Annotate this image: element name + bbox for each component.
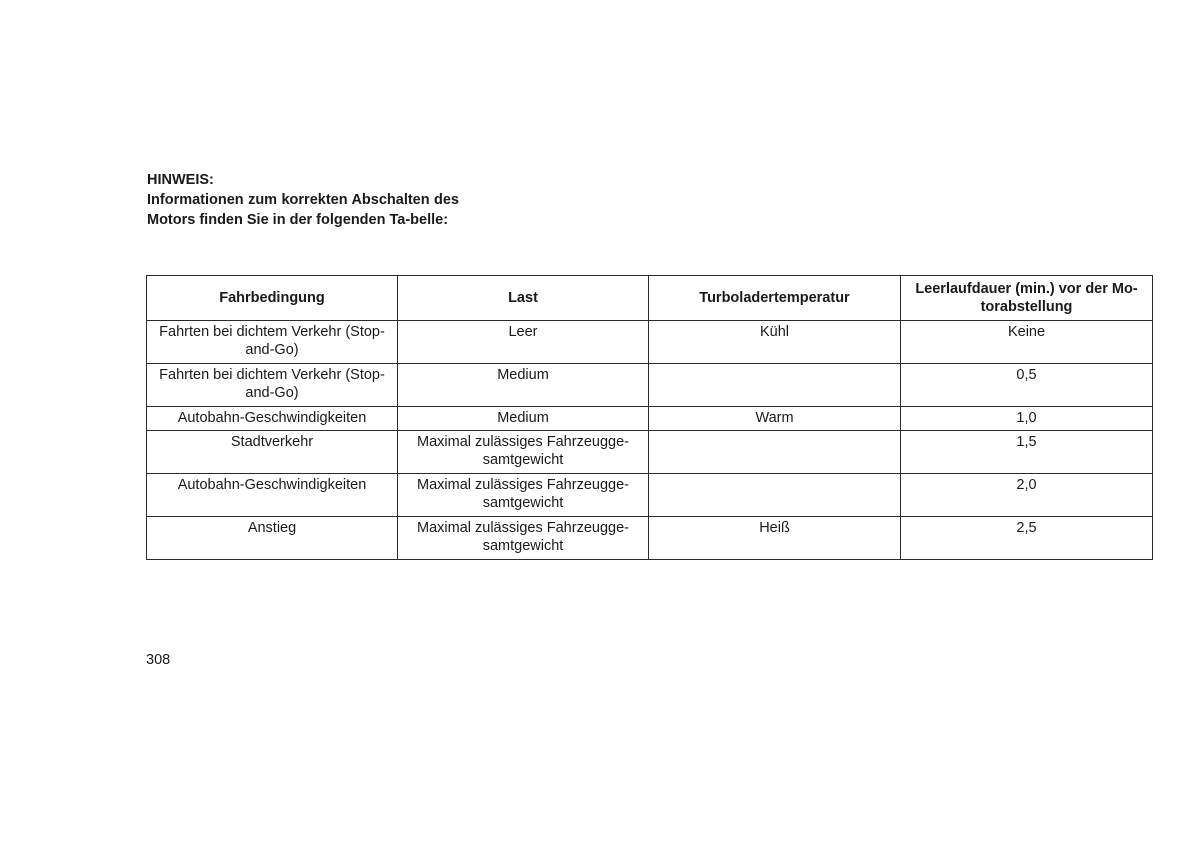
header-turbo-temperature: Turboladertemperatur: [649, 276, 901, 321]
cell-load: Maximal zulässiges Fahrzeugge-samtgewicht: [398, 517, 649, 560]
cell-driving-condition: Autobahn-Geschwindigkeiten: [147, 407, 398, 431]
table-row: [147, 517, 1153, 560]
cell-driving-condition: Autobahn-Geschwindigkeiten: [147, 474, 398, 517]
cell-idle-duration: 2,5: [901, 517, 1153, 560]
cell-idle-duration: 1,0: [901, 407, 1153, 431]
note-block: [147, 170, 459, 230]
cell-turbo-temperature: [649, 474, 901, 517]
cell-idle-duration: Keine: [901, 321, 1153, 364]
engine-shutdown-table: [146, 275, 1153, 560]
header-driving-condition: Fahrbedingung: [147, 276, 398, 321]
cell-turbo-temperature: Heiß: [649, 517, 901, 560]
note-body: Informationen zum korrekten Abschalten des Motors finden Sie in der folgenden Ta-belle:: [147, 192, 459, 228]
table-row: [147, 407, 1153, 431]
cell-driving-condition: Anstieg: [147, 517, 398, 560]
table-header-row: [147, 276, 1153, 321]
header-load: Last: [398, 276, 649, 321]
table-row: [147, 431, 1153, 474]
note-heading: HINWEIS:: [147, 172, 214, 188]
cell-turbo-temperature: [649, 364, 901, 407]
cell-idle-duration: 0,5: [901, 364, 1153, 407]
table-row: [147, 474, 1153, 517]
cell-idle-duration: 1,5: [901, 431, 1153, 474]
table-row: [147, 364, 1153, 407]
cell-idle-duration: 2,0: [901, 474, 1153, 517]
page-number: 308: [146, 652, 171, 668]
cell-turbo-temperature: Kühl: [649, 321, 901, 364]
cell-load: Maximal zulässiges Fahrzeugge-samtgewicht: [398, 474, 649, 517]
cell-driving-condition: Fahrten bei dichtem Verkehr (Stop-and-Go): [147, 364, 398, 407]
cell-turbo-temperature: [649, 431, 901, 474]
cell-driving-condition: Fahrten bei dichtem Verkehr (Stop-and-Go): [147, 321, 398, 364]
table-row: [147, 321, 1153, 364]
shutdown-table-container: [146, 275, 1152, 560]
cell-turbo-temperature: Warm: [649, 407, 901, 431]
cell-load: Maximal zulässiges Fahrzeugge-samtgewicht: [398, 431, 649, 474]
header-idle-duration: Leerlaufdauer (min.) vor der Mo-torabstellung: [901, 276, 1153, 321]
cell-load: Medium: [398, 364, 649, 407]
cell-driving-condition: Stadtverkehr: [147, 431, 398, 474]
cell-load: Leer: [398, 321, 649, 364]
cell-load: Medium: [398, 407, 649, 431]
